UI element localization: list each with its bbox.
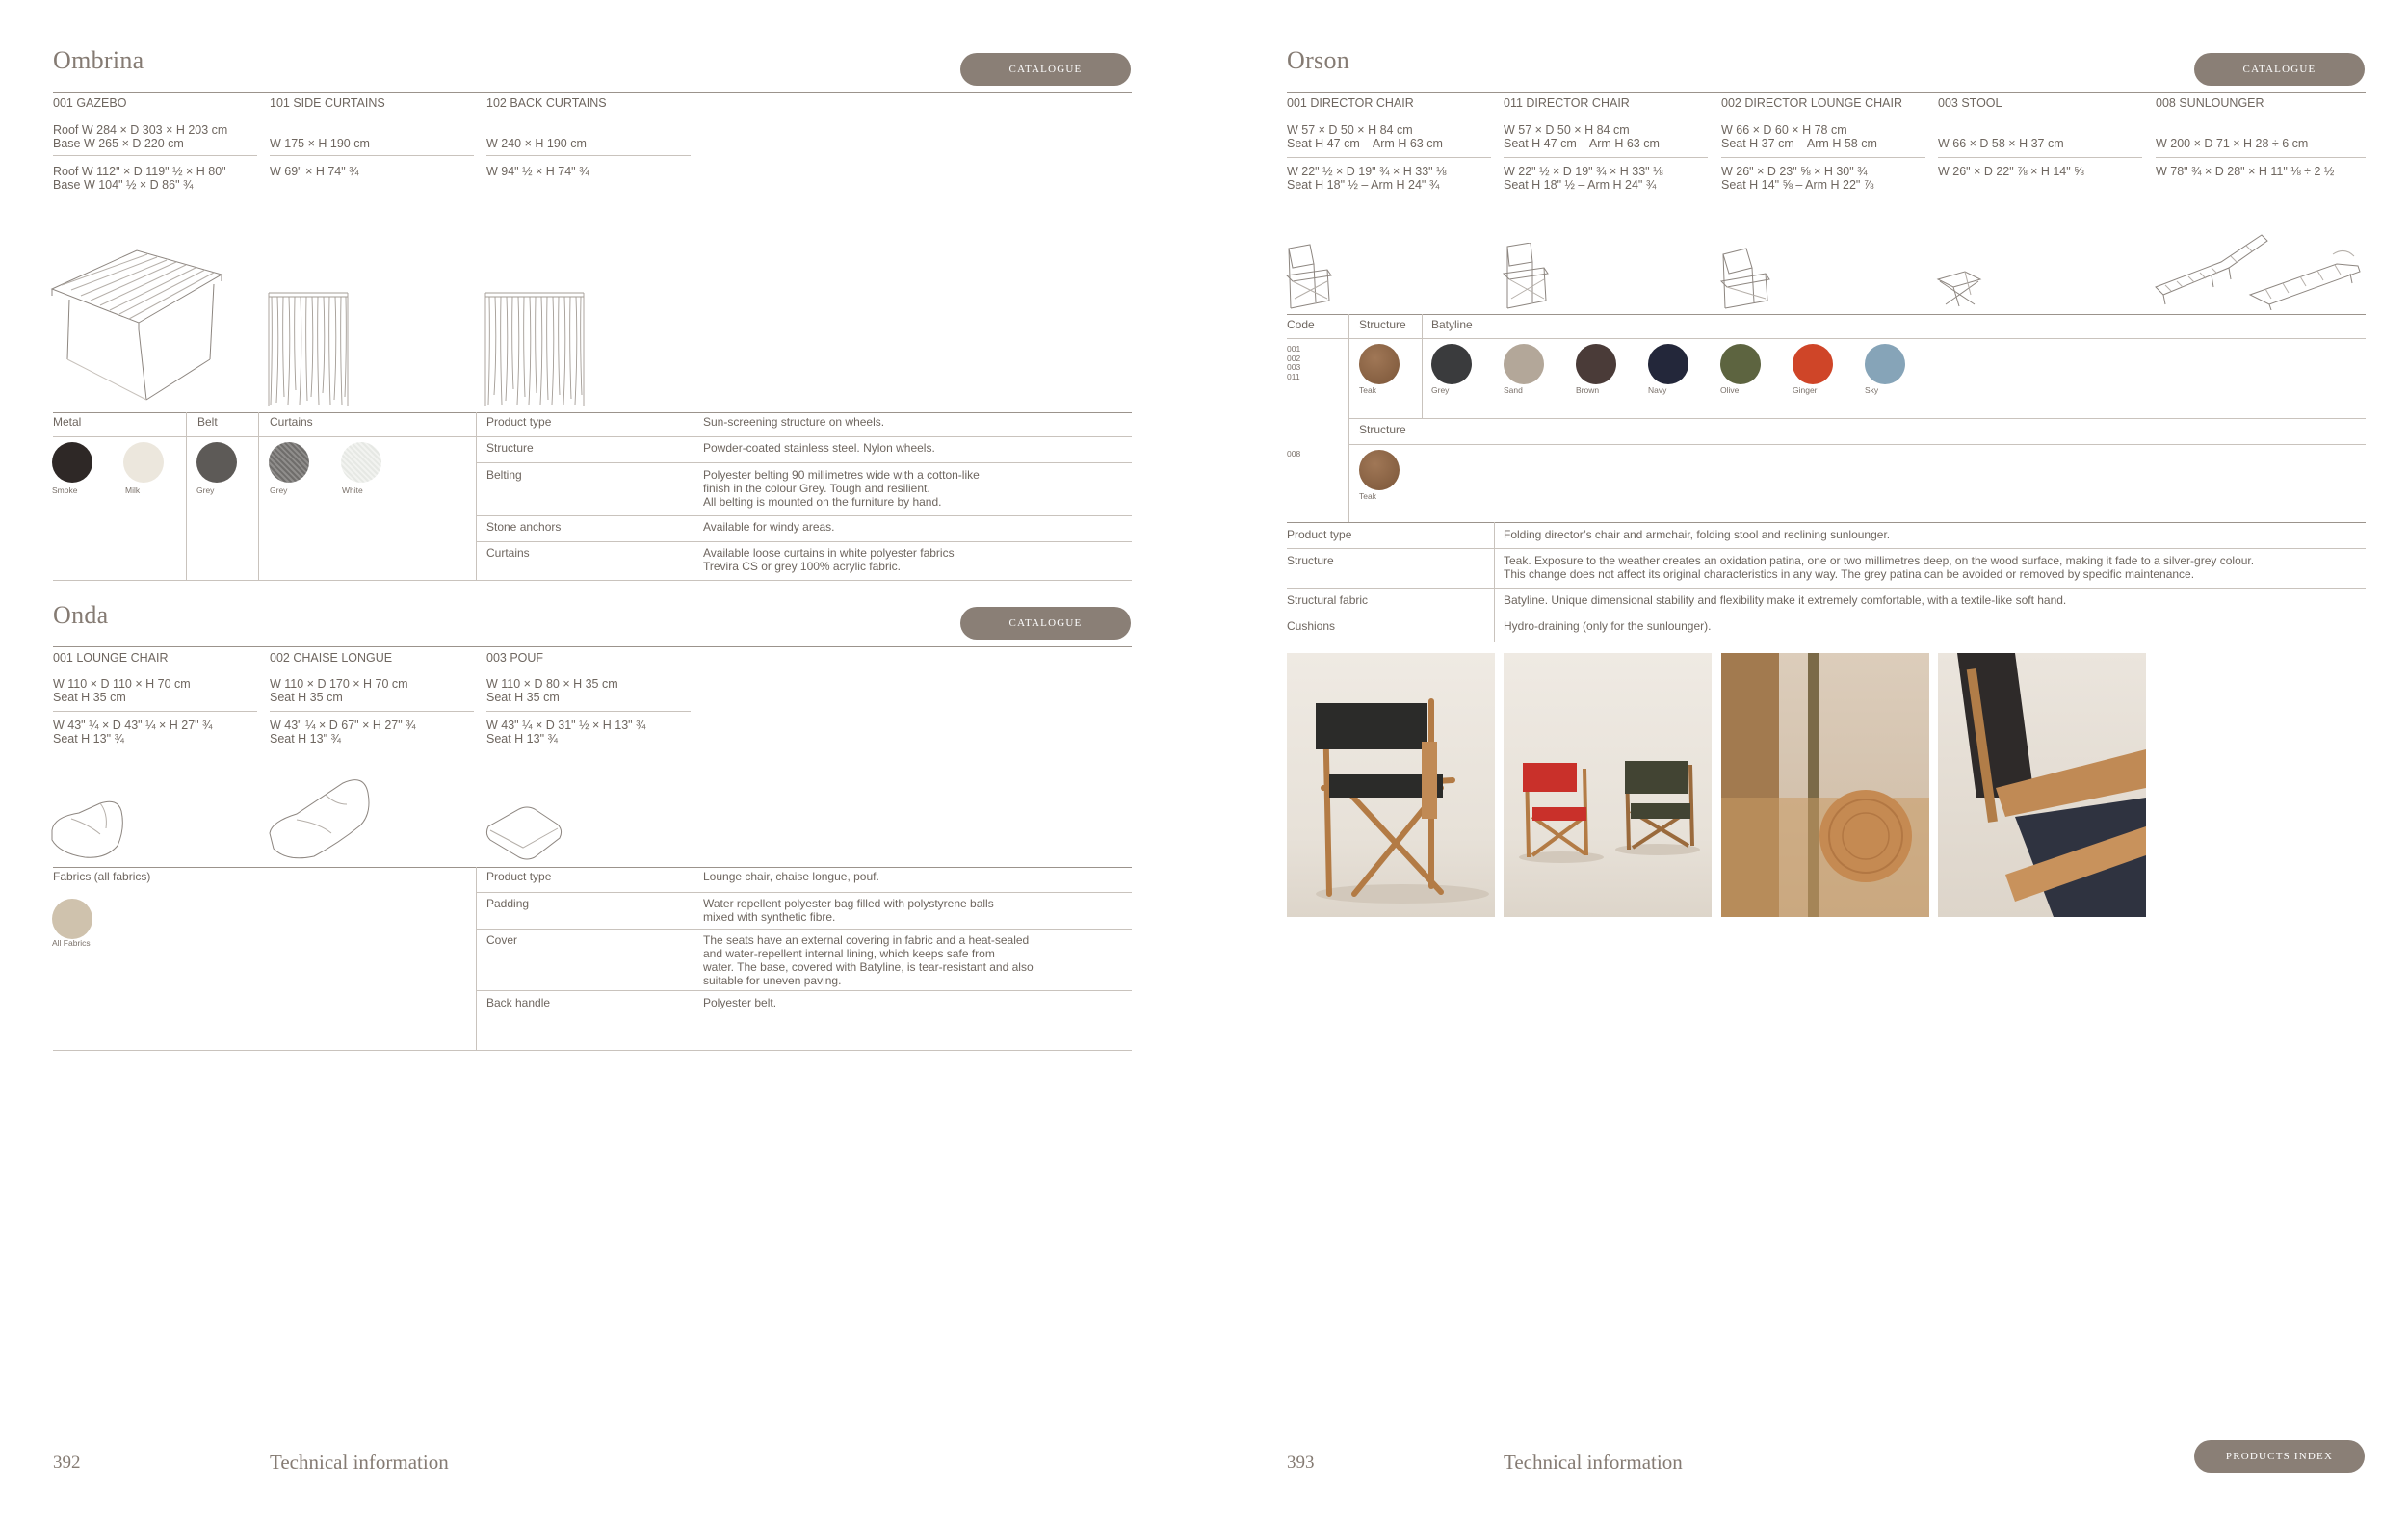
finish-header-curtains: Curtains bbox=[270, 415, 313, 429]
swatch-milk bbox=[123, 442, 164, 483]
spec-value: Polyester belting 90 millimetres wide with a cotton-like finish in the colour Grey. Tough and resilient. All belting is mounted on the furniture by hand. bbox=[703, 468, 980, 509]
divider bbox=[53, 711, 257, 712]
footer-title-left: Technical information bbox=[270, 1451, 449, 1474]
page-number-left: 392 bbox=[53, 1453, 81, 1473]
spec-value: Teak. Exposure to the weather creates an oxidation patina, one or two millimetres deep, on the wood surface, making it fade to a silver-grey colour. This change does not affect its original characteristics in any way. The grey patina can be avoided or removed by specific maintenance. bbox=[1504, 554, 2255, 581]
divider bbox=[476, 412, 477, 580]
products-index-button[interactable]: PRODUCTS INDEX bbox=[2194, 1440, 2365, 1473]
divider bbox=[1349, 418, 2366, 419]
spec-value: Folding director’s chair and armchair, folding stool and reclining sunlounger. bbox=[1504, 528, 1891, 541]
onda-fabrics-header: Fabrics (all fabrics) bbox=[53, 870, 151, 883]
divider bbox=[1287, 314, 2366, 315]
orson-product-imperial: W 22" ½ × D 19" ¾ × H 33" ⅛ Seat H 18" ½ – Arm H 24" ¾ bbox=[1287, 165, 1447, 192]
swatch-label: Sand bbox=[1504, 385, 1523, 395]
swatch-label: Olive bbox=[1720, 385, 1740, 395]
orson-product-name: 001 DIRECTOR CHAIR bbox=[1287, 96, 1414, 110]
onda-product-imperial: W 43" ¼ × D 67" × H 27" ¾ Seat H 13" ¾ bbox=[270, 719, 416, 746]
swatch-curtain-grey bbox=[269, 442, 309, 483]
spec-value: Available for windy areas. bbox=[703, 520, 835, 534]
spec-label: Back handle bbox=[486, 996, 551, 1009]
spec-label: Belting bbox=[486, 468, 522, 482]
swatch-label: White bbox=[342, 485, 363, 495]
swatch-batyline-sand bbox=[1504, 344, 1544, 384]
divider bbox=[477, 892, 1132, 893]
divider bbox=[1422, 314, 1423, 418]
ombrina-product-name: 102 BACK CURTAINS bbox=[486, 96, 607, 110]
orson-product-metric: W 57 × D 50 × H 84 cm Seat H 47 cm – Arm H 63 cm bbox=[1287, 123, 1443, 150]
divider bbox=[186, 412, 187, 580]
spec-label: Product type bbox=[486, 415, 552, 429]
swatch-label: Grey bbox=[196, 485, 215, 495]
side-curtain-drawing bbox=[268, 289, 349, 409]
stool-drawing bbox=[1936, 268, 1984, 308]
spec-value: Available loose curtains in white polyester fabrics Trevira CS or grey 100% acrylic fabric. bbox=[703, 546, 955, 573]
divider bbox=[477, 541, 1132, 542]
divider bbox=[53, 1050, 1132, 1051]
divider bbox=[476, 867, 477, 1050]
spec-value: Lounge chair, chaise longue, pouf. bbox=[703, 870, 879, 883]
spec-label: Stone anchors bbox=[486, 520, 562, 534]
finish-header-belt: Belt bbox=[197, 415, 218, 429]
orson-codes-a: 001 002 003 011 bbox=[1287, 344, 1301, 381]
spec-label: Structure bbox=[1287, 554, 1334, 567]
onda-product-name: 001 LOUNGE CHAIR bbox=[53, 651, 169, 665]
swatch-label: Navy bbox=[1648, 385, 1667, 395]
divider bbox=[486, 155, 691, 156]
spec-label: Cushions bbox=[1287, 619, 1336, 633]
divider bbox=[1287, 338, 2366, 339]
ombrina-product-metric: W 175 × H 190 cm bbox=[270, 137, 370, 150]
onda-product-metric: W 110 × D 80 × H 35 cm Seat H 35 cm bbox=[486, 677, 618, 704]
table-top-rule bbox=[53, 412, 1132, 413]
ombrina-product-imperial: W 69" × H 74" ¾ bbox=[270, 165, 359, 178]
photo-teak-detail bbox=[1721, 653, 1929, 917]
divider bbox=[477, 990, 1132, 991]
swatch-label: Smoke bbox=[52, 485, 78, 495]
spec-value: Hydro-draining (only for the sunlounger). bbox=[1504, 619, 1712, 633]
divider bbox=[270, 711, 474, 712]
swatch-label: Sky bbox=[1865, 385, 1879, 395]
swatch-curtain-white bbox=[341, 442, 381, 483]
director-chair-011-drawing bbox=[1502, 243, 1552, 310]
divider bbox=[1721, 157, 1925, 158]
back-curtain-drawing bbox=[484, 289, 585, 409]
spec-label: Curtains bbox=[486, 546, 530, 560]
orson-product-name: 002 DIRECTOR LOUNGE CHAIR bbox=[1721, 96, 1903, 110]
spec-value: Powder-coated stainless steel. Nylon wheels. bbox=[703, 441, 935, 455]
divider bbox=[477, 436, 1132, 437]
divider bbox=[53, 155, 257, 156]
divider bbox=[1287, 92, 2366, 93]
swatch-batyline-grey bbox=[1431, 344, 1472, 384]
orson-product-metric: W 66 × D 60 × H 78 cm Seat H 37 cm – Arm H 58 cm bbox=[1721, 123, 1877, 150]
orson-code-header: Code bbox=[1287, 318, 1315, 331]
divider bbox=[53, 436, 477, 437]
swatch-batyline-ginger bbox=[1793, 344, 1833, 384]
spec-label: Structure bbox=[486, 441, 534, 455]
ombrina-title-rule bbox=[53, 92, 1132, 93]
footer-title-right: Technical information bbox=[1504, 1451, 1683, 1474]
spec-value: Water repellent polyester bag filled with polystyrene balls mixed with synthetic fibre. bbox=[703, 897, 994, 924]
gazebo-drawing bbox=[50, 246, 223, 409]
divider bbox=[1287, 157, 1491, 158]
orson-product-imperial: W 78" ¾ × D 28" × H 11" ⅛ ÷ 2 ½ bbox=[2156, 165, 2335, 178]
onda-product-name: 002 CHAISE LONGUE bbox=[270, 651, 393, 665]
divider bbox=[2156, 157, 2366, 158]
divider bbox=[53, 580, 1132, 581]
orson-product-imperial: W 26" × D 22" ⅞ × H 14" ⅝ bbox=[1938, 165, 2084, 178]
orson-product-name: 011 DIRECTOR CHAIR bbox=[1504, 96, 1630, 110]
swatch-label: Ginger bbox=[1793, 385, 1818, 395]
swatch-label: Grey bbox=[1431, 385, 1450, 395]
ombrina-product-name: 101 SIDE CURTAINS bbox=[270, 96, 385, 110]
orson-catalogue-button[interactable]: CATALOGUE bbox=[2194, 53, 2365, 86]
spec-label: Product type bbox=[1287, 528, 1352, 541]
swatch-batyline-olive bbox=[1720, 344, 1761, 384]
divider bbox=[477, 929, 1132, 930]
ombrina-product-imperial: W 94" ½ × H 74" ¾ bbox=[486, 165, 589, 178]
swatch-belt-grey bbox=[196, 442, 237, 483]
swatch-batyline-navy bbox=[1648, 344, 1688, 384]
ombrina-product-metric: Roof W 284 × D 303 × H 203 cm Base W 265 × D 220 cm bbox=[53, 123, 228, 150]
swatch-label: Milk bbox=[125, 485, 141, 495]
page-number-right: 393 bbox=[1287, 1453, 1315, 1473]
ombrina-product-imperial: Roof W 112" × D 119" ½ × H 80" Base W 104" ½ × D 86" ¾ bbox=[53, 165, 226, 192]
swatch-teak-sunlounger bbox=[1359, 450, 1400, 490]
lounge-chair-drawing bbox=[50, 790, 127, 862]
divider bbox=[258, 412, 259, 580]
onda-product-name: 003 POUF bbox=[486, 651, 544, 665]
onda-title: Onda bbox=[53, 601, 109, 629]
swatch-label: All Fabrics bbox=[52, 938, 91, 948]
onda-product-metric: W 110 × D 170 × H 70 cm Seat H 35 cm bbox=[270, 677, 408, 704]
spec-label: Padding bbox=[486, 897, 530, 910]
spec-value: Polyester belt. bbox=[703, 996, 777, 1009]
sunlounger-drawing bbox=[2154, 227, 2364, 310]
orson-product-metric: W 200 × D 71 × H 28 ÷ 6 cm bbox=[2156, 137, 2309, 150]
spec-label: Structural fabric bbox=[1287, 593, 1369, 607]
orson-title: Orson bbox=[1287, 46, 1350, 74]
ombrina-product-metric: W 240 × H 190 cm bbox=[486, 137, 587, 150]
divider bbox=[1287, 588, 2366, 589]
orson-codes-b: 008 bbox=[1287, 449, 1301, 458]
chaise-longue-drawing bbox=[268, 775, 374, 862]
ombrina-catalogue-button[interactable]: CATALOGUE bbox=[960, 53, 1131, 86]
divider bbox=[1504, 157, 1708, 158]
ombrina-title: Ombrina bbox=[53, 46, 144, 74]
divider bbox=[53, 646, 1132, 647]
photo-director-chair-black bbox=[1287, 653, 1495, 917]
director-lounge-chair-drawing bbox=[1719, 247, 1773, 310]
swatch-label: Brown bbox=[1576, 385, 1600, 395]
onda-catalogue-button[interactable]: CATALOGUE bbox=[960, 607, 1131, 640]
photo-director-chairs-red-olive bbox=[1504, 653, 1712, 917]
swatch-all-fabrics bbox=[52, 899, 92, 939]
divider bbox=[477, 462, 1132, 463]
divider bbox=[1349, 444, 2366, 445]
onda-product-metric: W 110 × D 110 × H 70 cm Seat H 35 cm bbox=[53, 677, 191, 704]
pouf-drawing bbox=[484, 805, 563, 863]
orson-product-name: 003 STOOL bbox=[1938, 96, 2002, 110]
divider bbox=[477, 515, 1132, 516]
divider bbox=[53, 867, 1132, 868]
spec-label: Cover bbox=[486, 933, 518, 947]
swatch-smoke bbox=[52, 442, 92, 483]
divider bbox=[1287, 522, 2366, 523]
divider bbox=[1287, 548, 2366, 549]
swatch-label: Teak bbox=[1359, 385, 1376, 395]
swatch-label: Grey bbox=[270, 485, 288, 495]
spec-value: The seats have an external covering in fabric and a heat-sealed and water-repellent internal lining, which keeps safe from water. The base, covered with Batyline, is tear-resistant and also suitable for uneven paving. bbox=[703, 933, 1034, 987]
onda-product-imperial: W 43" ¼ × D 31" ½ × H 13" ¾ Seat H 13" ¾ bbox=[486, 719, 646, 746]
swatch-batyline-sky bbox=[1865, 344, 1905, 384]
finish-header-metal: Metal bbox=[53, 415, 82, 429]
divider bbox=[1938, 157, 2142, 158]
divider bbox=[486, 711, 691, 712]
orson-product-name: 008 SUNLOUNGER bbox=[2156, 96, 2264, 110]
orson-structure-b-header: Structure bbox=[1359, 423, 1406, 436]
divider bbox=[270, 155, 474, 156]
orson-product-metric: W 57 × D 50 × H 84 cm Seat H 47 cm – Arm H 63 cm bbox=[1504, 123, 1660, 150]
orson-batyline-header: Batyline bbox=[1431, 318, 1473, 331]
orson-structure-header: Structure bbox=[1359, 318, 1406, 331]
photo-chair-armrest-detail bbox=[1938, 653, 2146, 917]
orson-product-imperial: W 22" ½ × D 19" ¾ × H 33" ⅛ Seat H 18" ½ – Arm H 24" ¾ bbox=[1504, 165, 1663, 192]
spec-value: Batyline. Unique dimensional stability and flexibility make it extremely comfortable, with a textile-like soft hand. bbox=[1504, 593, 2067, 607]
swatch-label: Teak bbox=[1359, 491, 1376, 501]
swatch-batyline-brown bbox=[1576, 344, 1616, 384]
onda-product-imperial: W 43" ¼ × D 43" ¼ × H 27" ¾ Seat H 13" ¾ bbox=[53, 719, 213, 746]
swatch-teak bbox=[1359, 344, 1400, 384]
divider bbox=[1494, 522, 1495, 642]
orson-product-metric: W 66 × D 58 × H 37 cm bbox=[1938, 137, 2064, 150]
orson-product-imperial: W 26" × D 23" ⅝ × H 30" ¾ Seat H 14" ⅝ – Arm H 22" ⅞ bbox=[1721, 165, 1874, 192]
director-chair-drawing bbox=[1285, 243, 1335, 310]
ombrina-product-name: 001 GAZEBO bbox=[53, 96, 127, 110]
spec-label: Product type bbox=[486, 870, 552, 883]
spec-value: Sun-screening structure on wheels. bbox=[703, 415, 885, 429]
